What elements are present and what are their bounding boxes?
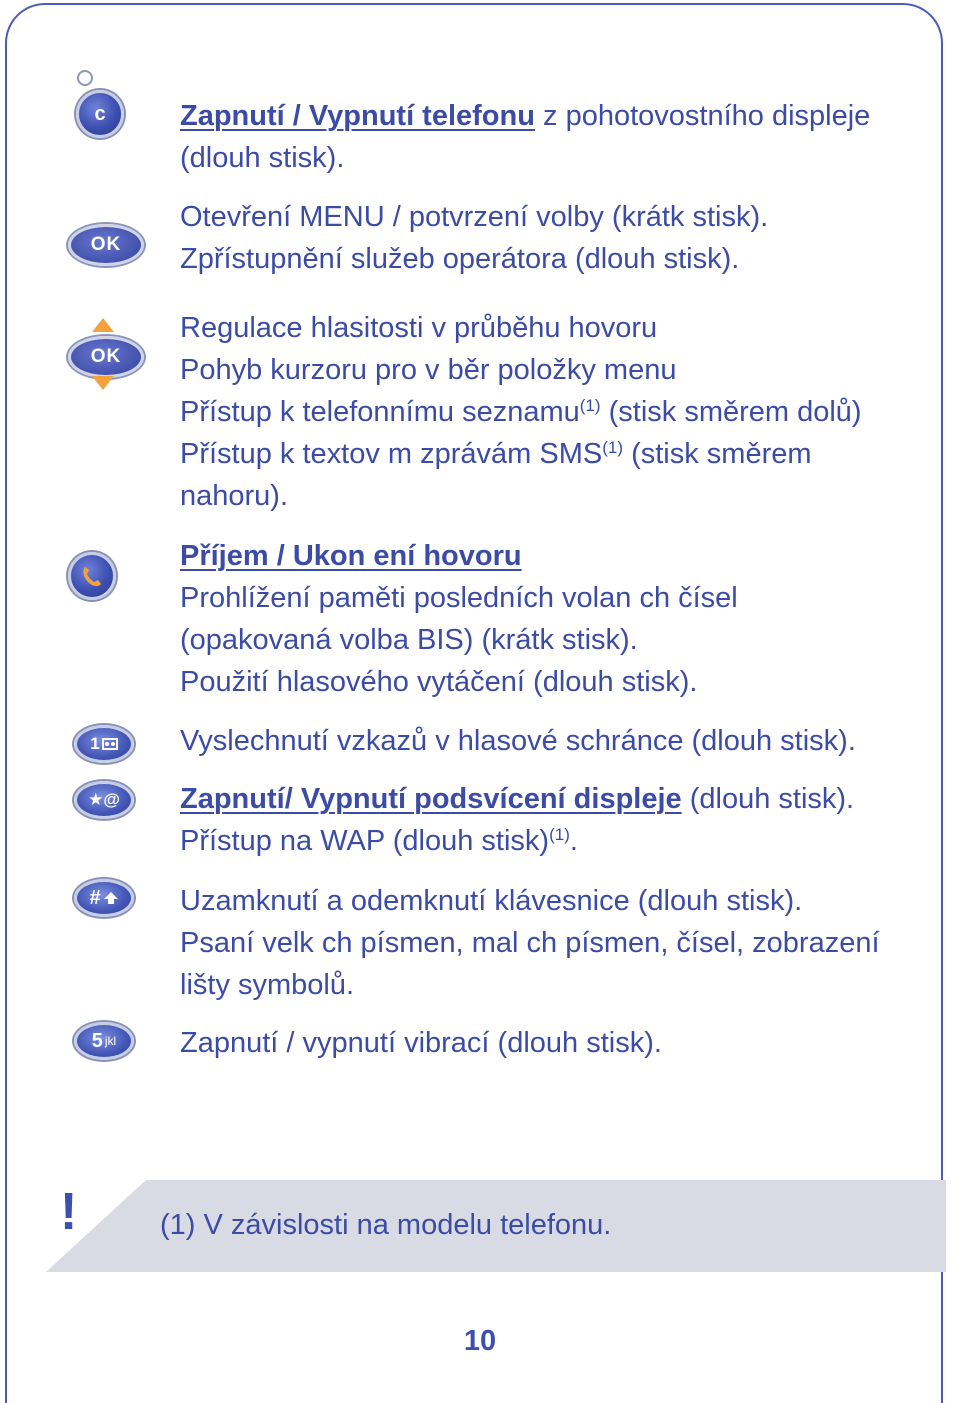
footnote-text: (1) V závislosti na modelu telefonu. xyxy=(160,1209,612,1241)
ok-key-description: Otevření MENU / potvrzení volby (krátk stisk). Zpřístupnění služeb operátora (dlouh stisk). xyxy=(180,201,769,275)
hash-key-description: Uzamknutí a odemknutí klávesnice (dlouh stisk). Psaní velk ch písmen, mal ch písmen, čísel, zobrazení lišty symbolů. xyxy=(180,885,880,1001)
call-key-icon xyxy=(68,552,116,600)
ok-key-icon: OK xyxy=(68,224,144,266)
nav-up-arrow-icon xyxy=(92,318,114,332)
nav-down-arrow-icon xyxy=(92,376,114,390)
shift-arrow-icon xyxy=(103,891,119,905)
call-link: Příjem / Ukon ení hovoru xyxy=(180,540,522,572)
voicemail-key-icon: 1 xyxy=(74,725,134,763)
page-number: 10 xyxy=(463,1325,497,1357)
power-description: Zapnutí / Vypnutí telefonu z pohotovostního displeje (dlouh stisk). xyxy=(180,100,871,174)
power-key-icon: c xyxy=(70,70,130,150)
tape-icon xyxy=(102,737,118,751)
power-link: Zapnutí / Vypnutí telefonu xyxy=(180,100,535,132)
voicemail-description: Vyslechnutí vzkazů v hlasové schránce (dlouh stisk). xyxy=(180,725,856,757)
phone-handset-icon xyxy=(79,563,105,589)
call-key-description: Příjem / Ukon ení hovoru Prohlížení paměti posledních volan ch čísel (opakovaná volba BIS) (krátk stisk). Použití hlasového vytáčení (dlouh stisk). xyxy=(180,540,738,698)
star-key-icon: ★@ xyxy=(74,781,134,819)
hash-key-icon: # xyxy=(74,879,134,917)
five-key-icon: 5 jkl xyxy=(74,1022,134,1060)
warning-exclamation-icon: ! xyxy=(60,1183,78,1241)
backlight-link: Zapnutí/ Vypnutí podsvícení displeje xyxy=(180,783,682,815)
nav-key-description: Regulace hlasitosti v průběhu hovoru Pohyb kurzoru pro v běr položky menu Přístup k telefonnímu seznamu$^{(1)}$ (stisk směrem dolů) Přístup k textov m zprávám SMS$^{(1)}$ (stisk směrem nahoru). xyxy=(180,312,862,512)
five-key-description: Zapnutí / vypnutí vibrací (dlouh stisk). xyxy=(180,1027,662,1059)
star-key-description: Zapnutí/ Vypnutí podsvícení displeje (dlouh stisk). Přístup na WAP (dlouh stisk)$^{(1)}$. xyxy=(180,783,855,857)
power-symbol-icon xyxy=(77,70,93,86)
